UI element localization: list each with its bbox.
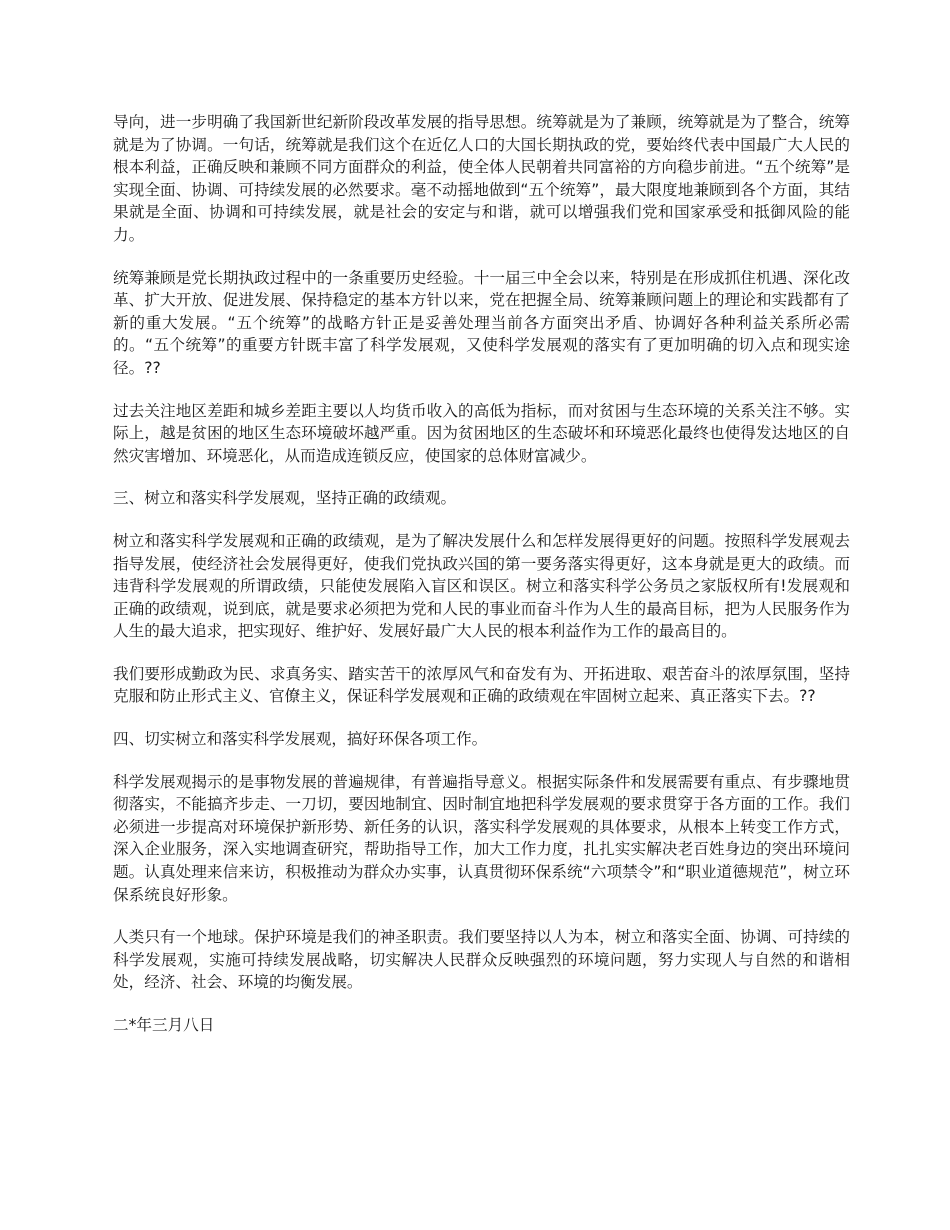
paragraph-performance-view: 树立和落实科学发展观和正确的政绩观，是为了解决发展什么和怎样发展得更好的问题。按照科学发展观去指导发展，使经济社会发展得更好，使我们党执政兴国的第一要务落实得更好，这本身就是更大的政绩。而违背科学发展观的所谓政绩，只能使发展陷入盲区和误区。树立和落实科学公务员之家版权所有!发展观和正确的政绩观，说到底，就是要求必须把为党和人民的事业而奋斗作为人生的最高目标，把为人民服务作为人生的最大追求，把实现好、维护好、发展好最广大人民的根本利益作为工作的最高目的。	[113, 531, 850, 641]
paragraph-universal-law: 科学发展观揭示的是事物发展的普遍规律，有普遍指导意义。根据实际条件和发展需要有重点、有步骤地贯彻落实，不能搞齐步走、一刀切，要因地制宜、因时制宜地把科学发展观的要求贯穿于各方面的工作。我们必须进一步提高对环境保护新形势、新任务的认识，落实科学发展观的具体要求，从根本上转变工作方式，深入企业服务，深入实地调查研究，帮助指导工作，加大工作力度，扎扎实实解决老百姓身边的突出环境问题。认真处理来信来访，积极推动为群众办实事，认真贯彻环保系统“六项禁令”和“职业道德规范”，树立环保系统良好形象。	[113, 772, 850, 904]
document-body	[113, 111, 850, 1037]
paragraph-work-style: 我们要形成勤政为民、求真务实、踏实苦干的浓厚风气和奋发有为、开拓进取、艰苦奋斗的浓厚氛围，坚持克服和防止形式主义、官僚主义，保证科学发展观和正确的政绩观在牢固树立起来、真正落实下去。??	[113, 664, 850, 706]
section-heading-four: 四、切实树立和落实科学发展观，搞好环保各项工作。	[113, 730, 488, 749]
paragraph-one-earth: 人类只有一个地球。保护环境是我们的神圣职责。我们要坚持以人为本，树立和落实全面、协调、可持续的科学发展观，实施可持续发展战略，切实解决人民群众反映强烈的环境问题，努力实现人与自然的和谐相处，经济、社会、环境的均衡发展。	[113, 928, 850, 992]
section-heading-three: 三、树立和落实科学发展观，坚持正确的政绩观。	[113, 489, 457, 508]
paragraph-guiding-thought: 导向，进一步明确了我国新世纪新阶段改革发展的指导思想。统筹就是为了兼顾，统筹就是为了整合，统筹就是为了协调。一句话，统筹就是我们这个在近亿人口的大国长期执政的党，要始终代表中国最广大人民的根本利益，正确反映和兼顾不同方面群众的利益，使全体人民朝着共同富裕的方向稳步前进。“五个统筹”是实现全面、协调、可持续发展的必然要求。毫不动摇地做到“五个统筹”，最大限度地兼顾到各个方面，其结果就是全面、协调和可持续发展，就是社会的安定与和谐，就可以增强我们党和国家承受和抵御风险的能力。	[113, 113, 850, 244]
paragraph-regional-gap: 过去关注地区差距和城乡差距主要以人均货币收入的高低为指标，而对贫困与生态环境的关系关注不够。实际上，越是贫困的地区生态环境破坏越严重。因为贫困地区的生态破坏和环境恶化最终也使得发达地区的自然灾害增加、环境恶化，从而造成连锁反应，使国家的总体财富减少。	[113, 401, 850, 465]
paragraph-historical-experience: 统筹兼顾是党长期执政过程中的一条重要历史经验。十一届三中全会以来，特别是在形成抓住机遇、深化改革、扩大开放、促进发展、保持稳定的基本方针以来，党在把握全局、统筹兼顾问题上的理论和实践都有了新的重大发展。“五个统筹”的战略方针正是妥善处理当前各方面突出矛盾、协调好各种利益关系所必需的。“五个统筹”的重要方针既丰富了科学发展观，又使科学发展观的落实有了更加明确的切入点和现实途径。??	[113, 268, 850, 377]
document-date: 二*年三月八日	[113, 1016, 215, 1034]
